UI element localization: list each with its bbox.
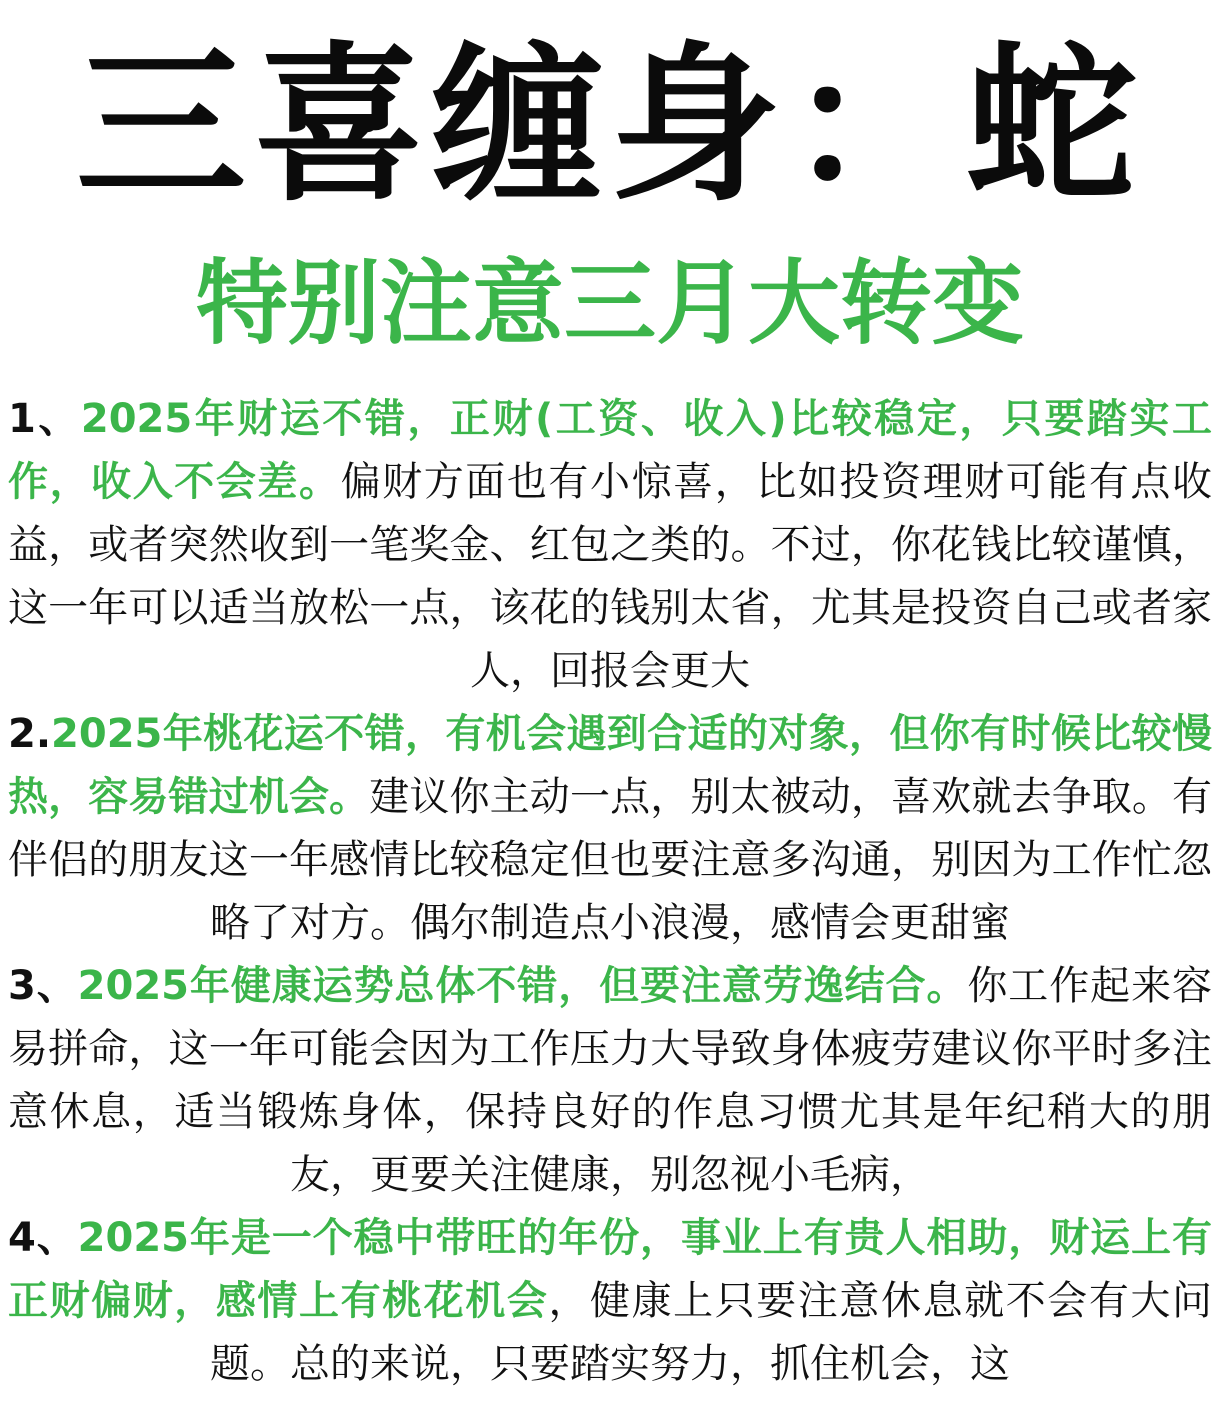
item-number: 2. [8, 711, 52, 757]
body-text: 偏财方面也有小惊喜，比如投资理财可能有点收益，或者突然收到一笔奖金、红包之类的。不过，你花钱比较谨慎，这一年可以适当放松一点，该花的钱别太省，尤其是投资自己或者家人，回报会更大 [8, 459, 1213, 694]
paragraph-3 [8, 955, 1212, 1207]
paragraph-4 [8, 1207, 1212, 1396]
body-text: 你工作起来容易拼命，这一年可能会因为工作压力大导致身体疲劳建议你平时多注意休息，适当锻炼身体，保持良好的作息习惯尤其是年纪稍大的朋友，更要关注健康，别忽视小毛病， [8, 963, 1212, 1198]
highlight-text: 2025年健康运势总体不错，但要注意劳逸结合。 [77, 963, 968, 1009]
paragraph-2 [8, 703, 1212, 955]
highlight-text: 2025年是一个稳中带旺的年份，事业上有贵人相助，财运上有正财偏财，感情上有桃花机会 [8, 1215, 1212, 1324]
article-body [8, 388, 1212, 1396]
highlight-text: 2025年桃花运不错，有机会遇到合适的对象，但你有时候比较慢热，容易错过机会。 [8, 711, 1212, 820]
body-text: 建议你主动一点，别太被动，喜欢就去争取。有伴侣的朋友这一年感情比较稳定但也要注意多沟通，别因为工作忙忽略了对方。偶尔制造点小浪漫，感情会更甜蜜 [8, 774, 1213, 946]
body-text: ，健康上只要注意休息就不会有大问题。总的来说，只要踏实努力，抓住机会，这 [210, 1278, 1213, 1387]
item-number: 1、 [8, 396, 81, 442]
highlight-text: 2025年财运不错，正财(工资、收入)比较稳定，只要踏实工作，收入不会差。 [8, 396, 1212, 505]
page-subtitle: 特别注意三月大转变 [195, 249, 1024, 357]
page-title: 三喜缠身：蛇 [75, 25, 1144, 225]
item-number: 3、 [8, 963, 78, 1009]
paragraph-1 [8, 388, 1212, 703]
item-number: 4、 [8, 1215, 78, 1261]
